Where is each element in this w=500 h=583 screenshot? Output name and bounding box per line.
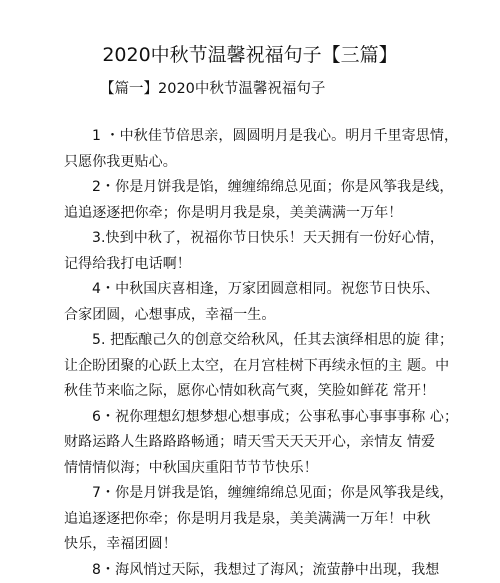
paragraph-2 bbox=[64, 175, 436, 226]
paragraph-line: 5. 把酝酿己久的创意交给秋风，任其去演绎相思的旋 律； bbox=[64, 328, 436, 354]
paragraph-line: 只愿你我更贴心。 bbox=[64, 150, 436, 176]
paragraph-line: 3.快到中秋了，祝福你节日快乐！天天拥有一份好心情， bbox=[64, 226, 436, 252]
paragraph-4 bbox=[64, 277, 436, 328]
paragraph-line: 1 ・中秋佳节倍思亲，圆圆明月是我心。明月千里寄思情， bbox=[64, 124, 436, 150]
paragraph-line: 8・海风悄过天际，我想过了海风；流萤静中出现，我想 bbox=[64, 558, 436, 583]
paragraph-line: 7・你是月饼我是馅，缠缠绵绵总见面；你是风筝我是线， bbox=[64, 481, 436, 507]
paragraph-7 bbox=[64, 481, 436, 558]
paragraph-line: 快乐，幸福团圆！ bbox=[64, 532, 436, 558]
paragraph-line: 记得给我打电话啊！ bbox=[64, 252, 436, 278]
paragraph-line: 2・你是月饼我是馅，缠缠绵绵总见面；你是风筝我是线， bbox=[64, 175, 436, 201]
paragraph-3 bbox=[64, 226, 436, 277]
paragraph-line: 财路运路人生路路路畅通；晴天雪天天天开心，亲情友 情爱 bbox=[64, 430, 436, 456]
paragraph-8 bbox=[64, 558, 436, 583]
paragraph-5 bbox=[64, 328, 436, 405]
document-body bbox=[64, 124, 436, 583]
paragraph-line: 追追逐逐把你牵；你是明月我是泉，美美满满一万年！中秋 bbox=[64, 507, 436, 533]
paragraph-line: 让企盼团聚的心跃上太空，在月宫桂树下再续永恒的主 题。中 bbox=[64, 354, 436, 380]
document-title: 2020中秋节温馨祝福句子【三篇】 bbox=[0, 42, 500, 68]
paragraph-line: 6・祝你理想幻想梦想心想事成；公事私事心事事事称 心； bbox=[64, 405, 436, 431]
paragraph-6 bbox=[64, 405, 436, 482]
paragraph-line: 合家团圆，心想事成，幸福一生。 bbox=[64, 303, 436, 329]
paragraph-line: 4・中秋国庆喜相逢，万家团圆意相同。祝您节日快乐、 bbox=[64, 277, 436, 303]
paragraph-line: 秋佳节来临之际，愿你心情如秋高气爽，笑脸如鲜花 常开！ bbox=[64, 379, 436, 405]
section-heading: 【篇一】2020中秋节温馨祝福句子 bbox=[100, 78, 325, 100]
paragraph-1 bbox=[64, 124, 436, 175]
paragraph-line: 追追逐逐把你牵；你是明月我是泉，美美满满一万年！ bbox=[64, 201, 436, 227]
paragraph-line: 情情情似海；中秋国庆重阳节节节快乐！ bbox=[64, 456, 436, 482]
